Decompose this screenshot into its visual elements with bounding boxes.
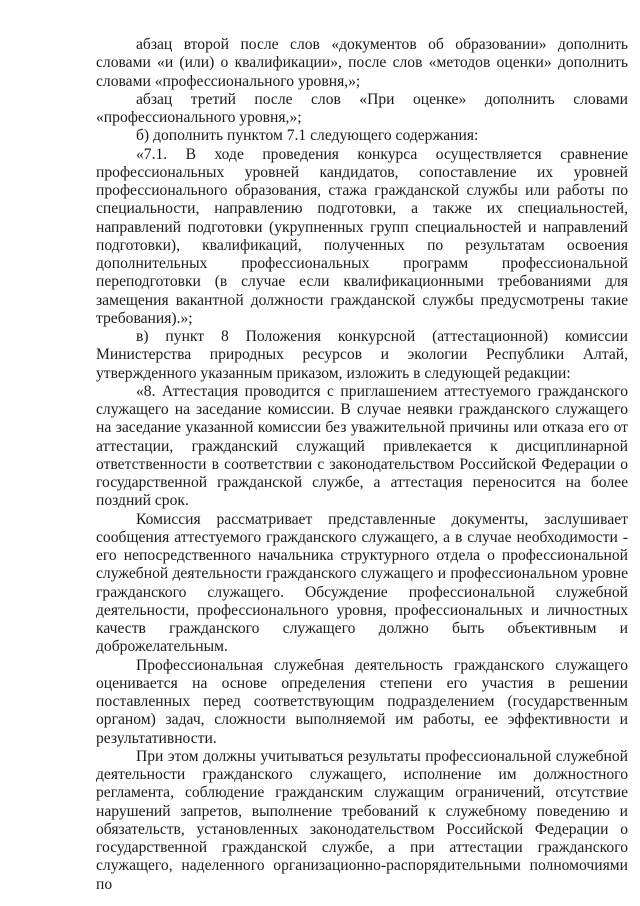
document-page (96, 36, 628, 894)
paragraph-item-b: б) дополнить пунктом 7.1 следующего содержания: (136, 127, 479, 145)
paragraph-commission: Комиссия рассматривает представленные документы, заслушивает сообщения аттестуемого гражданского служащего, а в случае необходимости - его непосредственного начальника структурного отдела о профессиональной служебной деятельности гражданского служащего и профессиональном уровне гражданского служащего. Обсуждение профессиональной служебной деятельности, профессионального уровня, профессиональных и личностных качеств гражданского служащего должно быть объективным и доброжелательным. (96, 510, 628, 656)
paragraph-abzac-vtoroy: абзац второй после слов «документов об образовании» дополнить словами «и (или) о квалификации», после слов «методов оценки» дополнить словами «профессионального уровня,»; (96, 36, 628, 90)
paragraph-results: При этом должны учитываться результаты профессиональной служебной деятельности гражданского служащего, исполнение им должностного регламента, соблюдение гражданским служащим ограничений, отсутствие нарушений запретов, выполнение требований к служебному поведению и обязательств, установленных законодательством Российской Федерации о государственной гражданской службе, а при аттестации гражданского служащего, наделенного организационно-распорядительными полномочиями по (96, 747, 628, 893)
paragraph-abzac-tretiy: абзац третий после слов «При оценке» дополнить словами «профессионального уровня,»; (96, 90, 628, 126)
paragraph-item-8: «8. Аттестация проводится с приглашением аттестуемого гражданского служащего на заседание комиссии. В случае неявки гражданского служащего на заседание указанной комиссии без уважительной причины или отказа его от аттестации, гражданский служащий привлекается к дисциплинарной ответственности в соответствии с законодательством Российской Федерации о государственной гражданской службе, а аттестация переносится на более поздний срок. (96, 382, 628, 510)
paragraph-item-v: в) пункт 8 Положения конкурсной (аттестационной) комиссии Министерства природных ресурсов и экологии Республики Алтай, утвержденного указанным приказом, изложить в следующей редакции: (96, 328, 628, 382)
paragraph-item-7-1: «7.1. В ходе проведения конкурса осуществляется сравнение профессиональных уровней кандидатов, сопоставление их уровней профессионального образования, стажа гражданской службы или работы по специальности, направлению подготовки, а также их специальностей, направлений подготовки (укрупненных групп специальностей и направлений подготовки), квалификаций, полученных по результатам освоения дополнительных профессиональных программ профессиональной переподготовки (в случае если квалификационными требованиями для замещения вакантной должности гражданской службы предусмотрены такие требования).»; (96, 145, 628, 327)
paragraph-professional-activity: Профессиональная служебная деятельность гражданского служащего оценивается на основе определения степени его участия в решении поставленных перед соответствующим подразделением (государственным органом) задач, сложности выполняемой им работы, ее эффективности и результативности. (96, 656, 628, 747)
